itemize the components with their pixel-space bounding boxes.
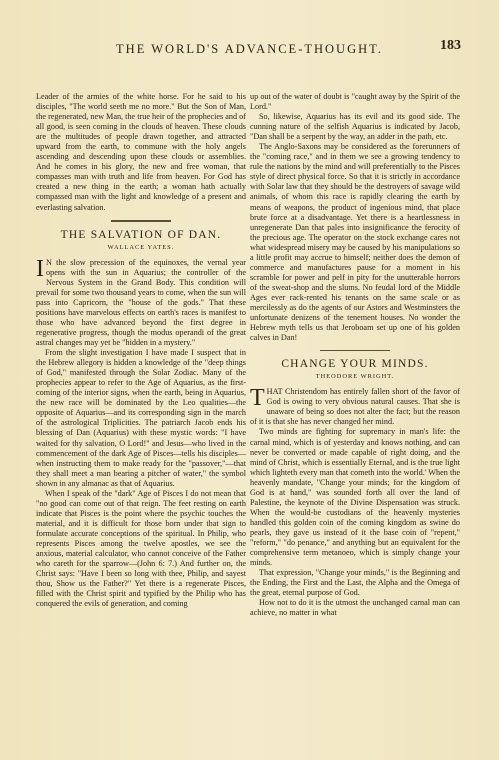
section-divider <box>320 350 390 351</box>
article-paragraph: When I speak of the "dark" Age of Pisces I do not mean that "no good can come out of that reign. The feet resting on earth indicate that Pisces is the point where the psychic touches the material, and it is difficult for those born under that sign to formulate accurate conceptions of the spiritual. In Philip, who represents Pisces among the twelve apostles, we see the anxious, material calculator, who cannot conceive of the Father who careth for the sparrow—(John 6: 7.) And further on, the Christ says: "Have I been so long with thee, Philip, and sayest thou, Show us the Father?" Yet there is a regenerate Pisces, filled with the Christ spirit and typified by the Philip who has conquered the evils of generation, and coming <box>36 488 246 609</box>
running-header <box>36 36 463 66</box>
left-column <box>36 92 246 609</box>
article-paragraph: The Anglo-Saxons may be considered as the forerunners of the "coming race," and in them we see a growing tendency to rule the nations by the mind and will preferentially to the Pisces style of direct physical force. So that it is strictly in accordance with Solar law that they should be the destroyers of savage wild animals, of whom this race is rapidly clearing the earth by means of weapons, the product of ingenious mind, that place brute force at a disadvantage. Yet there is a heartlessness in unregenerate Dan that pales into insignificance the ferocity of the precious age. The operator on the stock exchange cares not what widespread misery may be caused by his manipulations so a little profit may accrue to himself; neither does the demon of commerce and manufactures pause for a moment in his scramble for power and pelf in pity for the unutterable horrors of the sweat-shop and the slums. No feudal lord of the Middle Ages ever rack-rented his tenants on the same scale or as mercilessly as do the agents of our Astors and Westminsters the unfortunate denizens of the tenement houses. No wonder the Hebrew myth tells us that Jeroboam set up one of his golden calves in Dan! <box>250 142 460 343</box>
column-gutter <box>246 92 247 712</box>
running-title: THE WORLD'S ADVANCE-THOUGHT. <box>116 42 383 56</box>
page-number: 183 <box>440 38 461 53</box>
article-byline-wallace-yates: WALLACE YATES. <box>107 243 175 251</box>
continued-paragraph: up out of the water of doubt is "caught away by the Spirit of the Lord." <box>250 92 460 112</box>
drop-cap: T <box>250 385 265 412</box>
paragraph-text: HAT Christendom has entirely fallen short of the favor of God is owing to very obvious natural causes. That she is unaware of being so does not alter the fact; but the reason of it is that she has never changed her mind. <box>250 387 460 427</box>
article-paragraph: How not to do it is the utmost the unchanged carnal man can achieve, no matter in what <box>250 598 460 618</box>
article-paragraph <box>250 387 460 427</box>
article-paragraph: So, likewise, Aquarius has its evil and its good side. The cunning nature of the selfish Aquarius is indicated by Jacob, "Dan shall be a serpent by the way, an adder in the path, etc. <box>250 112 460 142</box>
article-paragraph <box>36 255 246 348</box>
article-paragraph: That expression, "Change your minds," is the Beginning and the Ending, the First and the Last, the Alpha and the Omega of the great, eternal purpose of God. <box>250 568 460 598</box>
article-byline-theodore-wright: THEODORE WRIGHT. <box>315 373 395 381</box>
paragraph-text: N the slow precession of the equinoxes, the vernal year opens with the sun in Aquarius; the controller of the Nervous System in the Grand Body. This condition will prevail for some two thousand years to come, when the sun will pass into Capricorn, the "house of the gods." That these positions have marvelous effects on earth's races is manifest to those who have advanced beyond the first degree in regenerative progress, though the modus operandi of the great astral changes may yet be "hidden in a mystery." <box>36 257 246 348</box>
right-column <box>250 92 460 618</box>
intro-paragraph: Leader of the armies of the white horse. For he said to his disciples, "The world seeth me no more." But the Son of Man, the regenerated, new Man, the true heir of the prophecies and of all good, is seen coming in the clouds of heaven. These clouds are the multitudes of people drawn together, and attracted upward from the earth, to commune with the holy angels ascending and descending upon these clouds or assemblies. And he comes in his glory, the new and free woman, that compasses man with truth and life from heaven. For God has created a new thing in the earth; a woman hath actually compassed man with the light and knowledge of a present and everlasting salvation. <box>36 92 246 212</box>
section-divider <box>111 220 171 222</box>
drop-cap: I <box>36 255 44 282</box>
article-paragraph: Two minds are fighting for supremacy in man's life: the carnal mind, which is of yesterday and knows nothing, and can never be converted or made capable of right doing, and the mind of Christ, which is essentially Eternal, and is the true light which lighteth every man that cometh into the world.' When the heavenly mandate, "Change your minds; for the kingdom of God is at hand," was sounded forth all over the land of Palestine, the keynote of the Divine Dispensation was struck. When the would-be custodians of the heavenly mysteries handled this golden coin of the coming kingdom as swine do pearls, they gave us instead of it the base coin of "repent," "reform," "do penance," and anything but an equivalent for the comprehensive term metanoeo, which is simply change your minds. <box>250 427 460 568</box>
article-title-salvation-of-dan: THE SALVATION OF DAN. <box>60 228 222 241</box>
article-paragraph: From the slight investigation I have made I suspect that in the Hebrew allegory is hidden a knowledge of the "deep things of God," manifested through the Solar Zodiac. Many of the prophecies appear to refer to the Age of Aquarius, as the first-coming of the interior signs, when the earth, being in Aquarius, the new race will be dominated by the Leo qualities—the opposite of Aquarius—and its corresponding sign in the march of the astrological Triplicities. The patriarch Jacob ends his blessing of Dan (Aquarius) with these mystic words: "I have waited for thy salvation, O Lord!" and Jesus—who lived in the commencement of the dark Age of Pisces—tells his disciples—when instructing them to make ready for the "passover,"—that they shall meet a man bearing a pitcher of water," the symbol shown in any almanac as that of Aquarius. <box>36 348 246 488</box>
article-title-change-your-minds: CHANGE YOUR MINDS. <box>281 358 429 371</box>
